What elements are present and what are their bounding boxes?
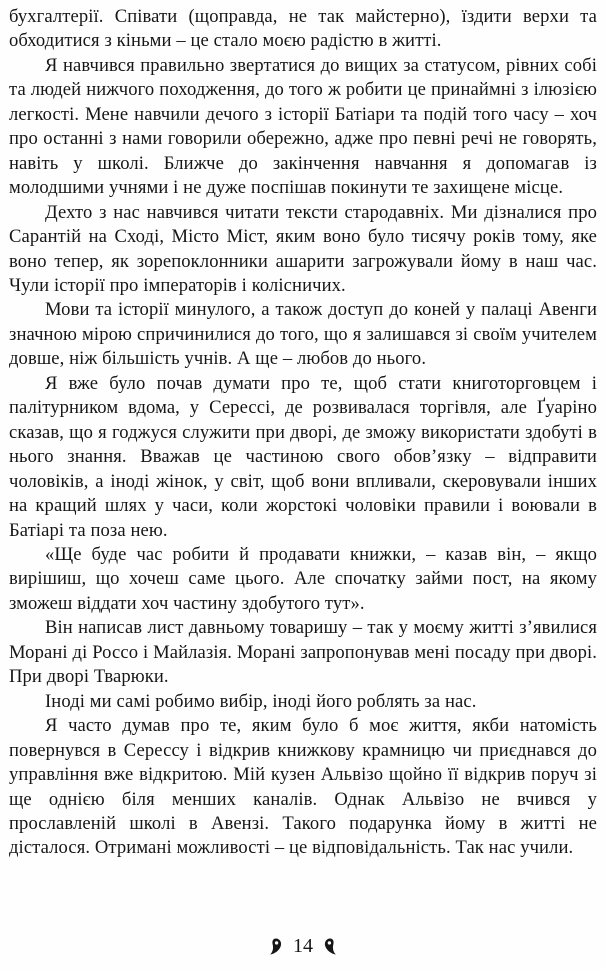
paragraph: Він написав лист давньому товаришу – так у моєму житті з’явилися Морані ді Россо і Майлазія. Морані запропонував мені посаду при дворі. При дворі Тварюки.: [9, 617, 597, 688]
fleuron-right-icon: [323, 936, 339, 957]
page-footer: [0, 935, 606, 958]
page-number: 14: [293, 935, 313, 957]
paragraph: Мови та історії минулого, а також доступ до коней у палаці Авенги значною мірою спричинилися до того, що я залишався зі своїм учителем довше, ніж більшість учнів. А ще – любов до нього.: [9, 299, 597, 370]
paragraph: бухгалтерії. Співати (щоправда, не так майстерно), їздити верхи та обходитися з кіньми – це стало моєю радістю в житті.: [9, 6, 597, 52]
paragraph: Дехто з нас навчився читати тексти стародавніх. Ми дізналися про Сарантій на Сході, Місто Міст, яким воно було тисячу років тому, яке воно тепер, як зорепоклонники ашарити загрожували йому в наш час. Чули історії про імператорів і колісничих.: [9, 201, 597, 296]
paragraph: Я вже було почав думати про те, щоб стати книготорговцем і палітурником вдома, у Серессі, де розвивалася торгівля, але Ґуаріно сказав, що я годжуся служити при дворі, де зможу використати здобуті в нього знання. Вважав це частиною свого обов’язку – відправити чоловіків, а іноді жінок, у світ, щоб вони впливали, скеровували інших на кращий шлях у часи, коли жорстокі чоловіки правили і воювали в Батіарі та поза нею.: [9, 372, 597, 541]
paragraph: Я часто думав про те, яким було б моє життя, якби натомість повернувся в Серессу і відкрив книжкову крамницю чи приєднався до управління вже відкритою. Мій кузен Альвізо щойно її відкрив поруч зі ще однією біля менших каналів. Однак Альвізо не вчився у прославленій школі в Авензі. Такого подарунка йому в житті не дісталося. Отримані можливості – це відповідальність. Так нас учили.: [9, 715, 597, 859]
paragraph: Іноді ми самі робимо вибір, іноді його роблять за нас.: [45, 690, 477, 712]
fleuron-left-icon: [267, 936, 283, 957]
paragraph: «Ще буде час робити й продавати книжки, – казав він, – якщо вирішиш, що хочеш саме цього. Але спочатку займи пост, на якому зможеш віддати хоч частину здобутого тут».: [9, 543, 597, 614]
body-text: [9, 5, 597, 861]
paragraph: Я навчився правильно звертатися до вищих за статусом, рівних собі та людей нижчого походження, до того ж робити це принаймні з ілюзією легкості. Мене навчили дечого з історії Батіари та подій того часу – хоч про останні з нами говорили обережно, адже про певні речі не говорять, навіть у школі. Ближче до закінчення навчання я допомагав із молодшими учнями і не дуже поспішав покинути те захищене місце.: [9, 54, 597, 199]
